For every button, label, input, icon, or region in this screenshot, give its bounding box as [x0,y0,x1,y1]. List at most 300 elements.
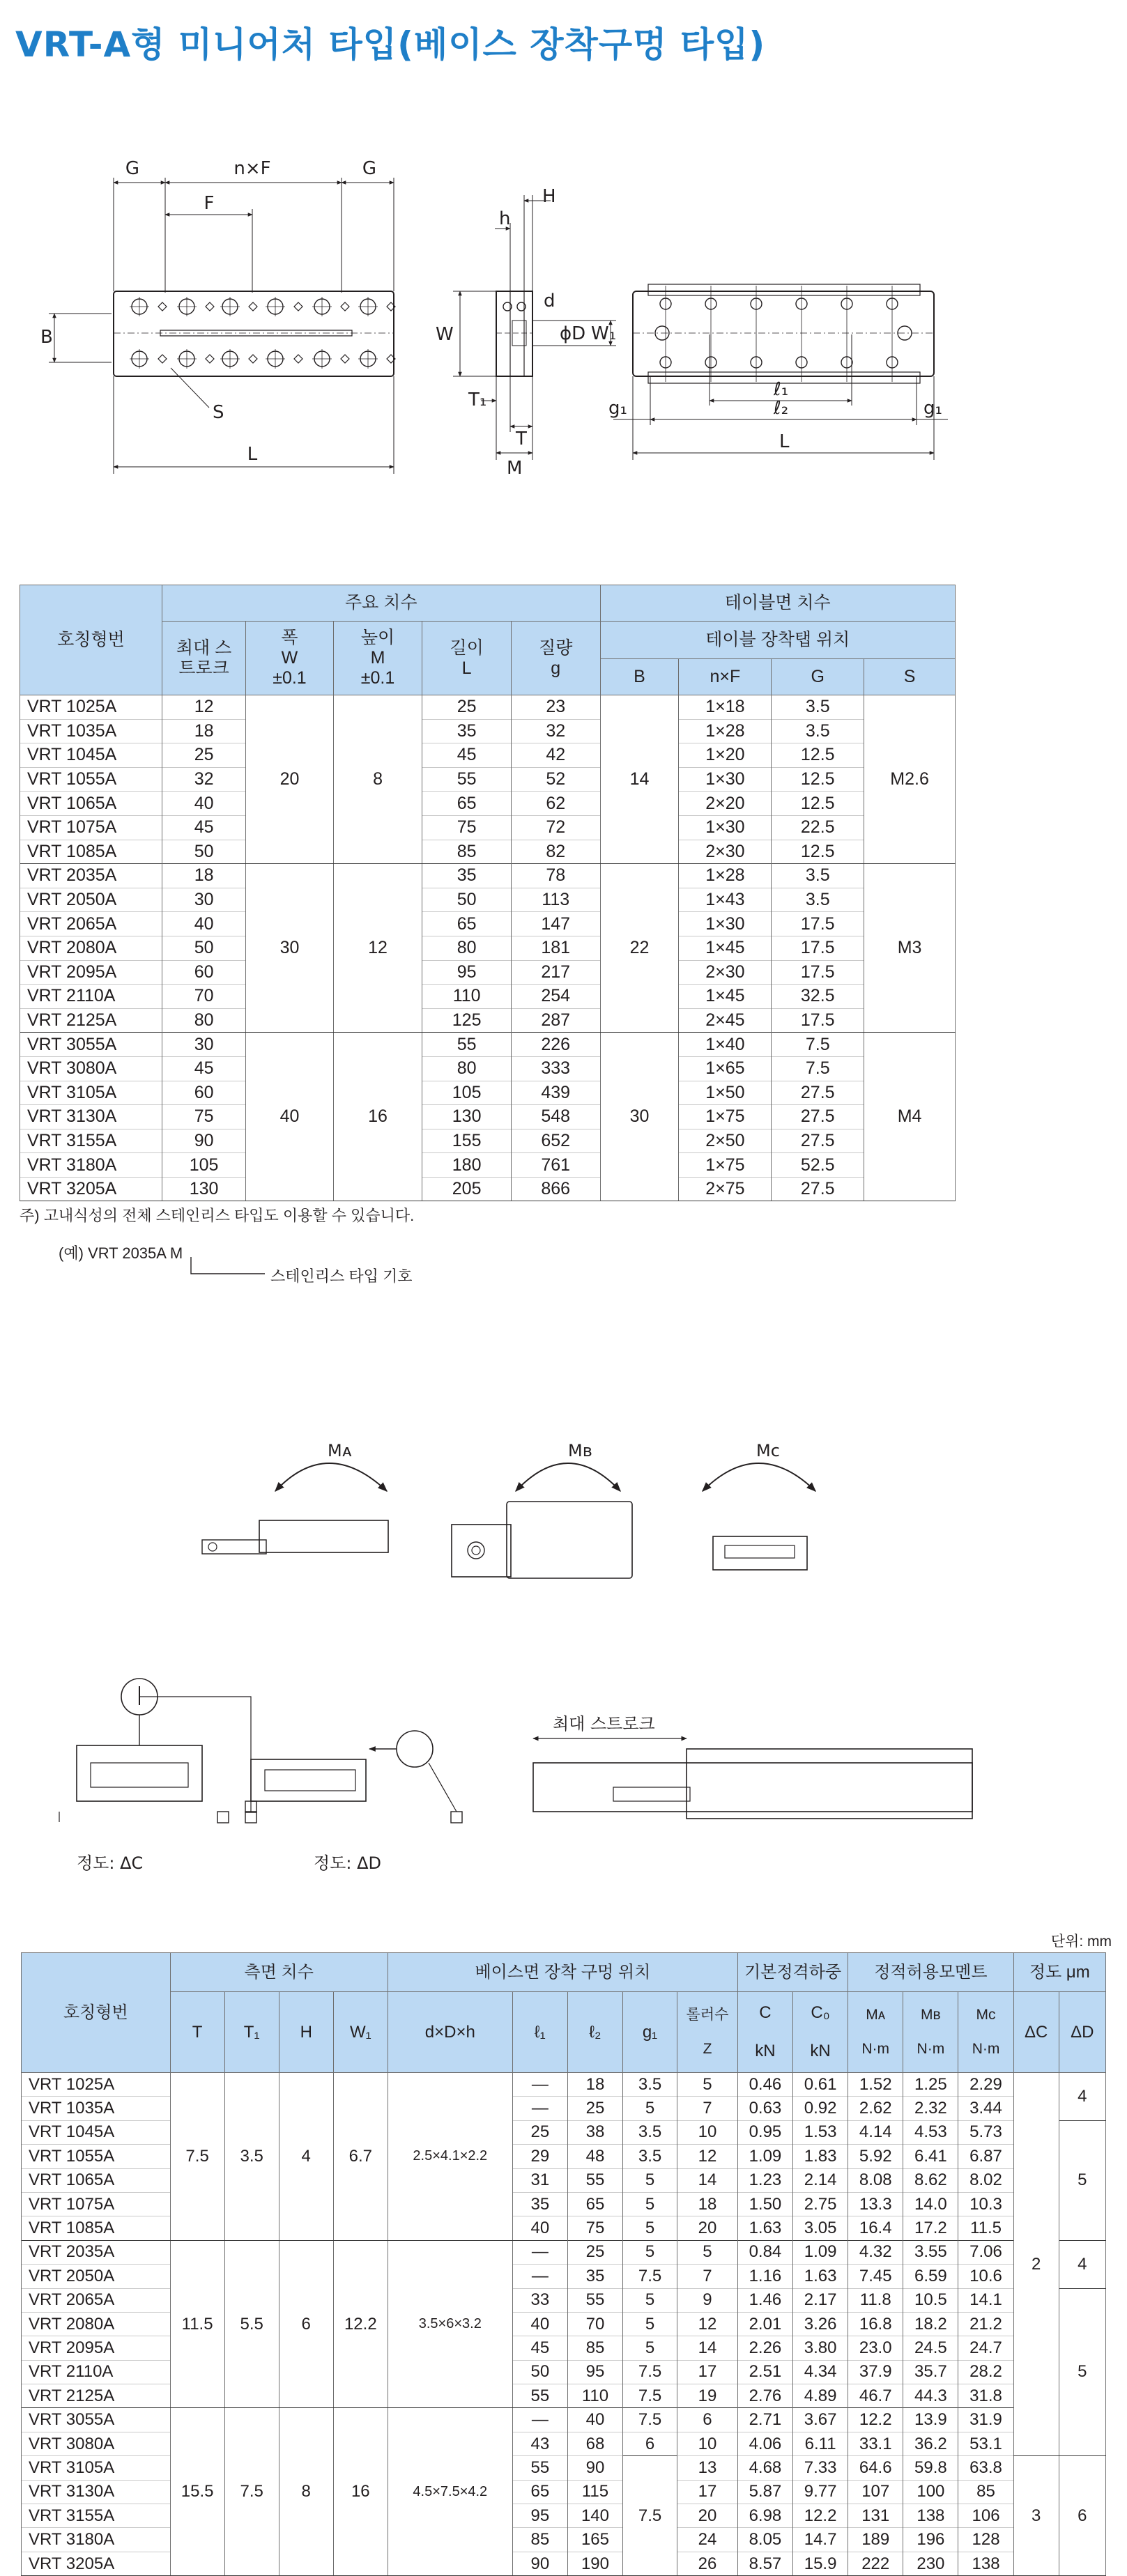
nf-cell: 1×75 [679,1105,772,1129]
ma-cell: 16.8 [848,2312,903,2336]
nf-cell: 1×45 [679,985,772,1009]
model-cell: VRT 1075A [22,2192,171,2216]
mass-cell: 62 [511,792,600,816]
mc-cell: 3.44 [958,2097,1013,2120]
col2-l2-header: ℓ₂ [567,1992,622,2073]
model-cell: VRT 3205A [22,2552,171,2575]
l2-cell: 68 [567,2432,622,2455]
dd-cell: 4 [1059,2240,1105,2288]
nf-cell: 2×75 [679,1177,772,1201]
col2-h-header: H [279,1992,333,2073]
nf-cell: 1×30 [679,815,772,840]
ma-cell: 64.6 [848,2456,903,2480]
g-cell: 17.5 [772,960,864,985]
s-cell: M2.6 [864,695,956,864]
model-cell: VRT 1045A [20,743,162,768]
l1-cell: — [512,2408,567,2432]
c0-cell: 2.75 [793,2192,848,2216]
length-cell: 130 [422,1105,512,1129]
dimension-drawings [0,139,1127,641]
mc-cell: 24.7 [958,2336,1013,2360]
mc-cell: 138 [958,2552,1013,2575]
ma-cell: 37.9 [848,2360,903,2384]
table-row [22,2240,1106,2264]
nf-cell: 1×20 [679,743,772,768]
l1-cell: 29 [512,2145,567,2168]
stroke-cell: 18 [162,864,245,888]
static-moment-header: 정적허용모멘트 [848,1953,1013,1992]
l1-cell: 31 [512,2168,567,2192]
c0-cell: 9.77 [793,2480,848,2504]
z-cell: 17 [677,2360,738,2384]
mass-cell: 548 [511,1105,600,1129]
col-mass-header: 질량 g [511,622,600,695]
mc-cell: 8.02 [958,2168,1013,2192]
label-t1: T₁ [468,390,487,410]
width-cell: 40 [246,1033,334,1201]
col2-z-header: 롤러수 Z [677,1992,738,2073]
model-cell: VRT 3130A [22,2480,171,2504]
z-cell: 7 [677,2097,738,2120]
label-h: H [542,186,556,207]
length-cell: 35 [422,864,512,888]
nf-cell: 2×30 [679,960,772,985]
t-cell: 7.5 [170,2073,224,2241]
mc-cell: 53.1 [958,2432,1013,2455]
length-cell: 125 [422,1008,512,1033]
g1-cell: 5 [623,2336,677,2360]
t1-cell: 3.5 [224,2073,279,2241]
z-cell: 24 [677,2528,738,2552]
stroke-cell: 60 [162,960,245,985]
c0-cell: 0.92 [793,2097,848,2120]
col2-dd-header: ΔD [1059,1992,1105,2073]
model-cell: VRT 1085A [22,2216,171,2240]
g1-cell: 5 [623,2097,677,2120]
ma-cell: 7.45 [848,2265,903,2288]
width-cell: 20 [246,695,334,864]
table-row [20,1081,956,1105]
b-cell: 14 [600,695,679,864]
mb-cell: 14.0 [903,2192,958,2216]
mc-cell: 63.8 [958,2456,1013,2480]
g-cell: 32.5 [772,985,864,1009]
label-nf: n×F [233,158,271,179]
c-cell: 1.23 [737,2168,792,2192]
model-cell: VRT 3105A [22,2456,171,2480]
stroke-cell: 40 [162,792,245,816]
model-cell: VRT 1025A [20,695,162,720]
h-cell: 8 [279,2408,333,2576]
mass-cell: 147 [511,912,600,936]
stroke-cell: 50 [162,936,245,960]
mb-cell: 8.62 [903,2168,958,2192]
length-cell: 180 [422,1153,512,1178]
c-cell: 2.51 [737,2360,792,2384]
label-f: F [204,193,215,214]
g-cell: 3.5 [772,888,864,912]
c-cell: 0.84 [737,2240,792,2264]
z-cell: 14 [677,2168,738,2192]
table-pos-header: 테이블 장착탭 위치 [600,622,955,659]
table-row [20,985,956,1009]
ma-cell: 11.8 [848,2288,903,2312]
label-m: M [507,458,523,479]
label-l-right: L [779,431,790,452]
table-row [20,936,956,960]
l2-cell: 48 [567,2145,622,2168]
model-cell: VRT 1045A [22,2120,171,2144]
mb-cell: 100 [903,2480,958,2504]
g-cell: 22.5 [772,815,864,840]
col2-dc-header: ΔC [1013,1992,1059,2073]
c0-cell: 2.17 [793,2288,848,2312]
mass-cell: 72 [511,815,600,840]
l1-cell: 40 [512,2216,567,2240]
ddh-cell: 4.5×7.5×4.2 [388,2408,512,2576]
model-cell: VRT 2080A [20,936,162,960]
g-cell: 12.5 [772,767,864,792]
g1-cell: 7.5 [623,2384,677,2408]
dc-cell: 2 [1013,2073,1059,2456]
c-cell: 2.01 [737,2312,792,2336]
col-length-header: 길이 L [422,622,512,695]
g-cell: 17.5 [772,936,864,960]
l2-cell: 75 [567,2216,622,2240]
nf-cell: 1×28 [679,864,772,888]
g1-cell: 5 [623,2240,677,2264]
g-cell: 12.5 [772,743,864,768]
mounting-rating-table [21,1952,1106,2576]
l2-cell: 165 [567,2528,622,2552]
g1-cell: 7.5 [623,2456,677,2576]
moment-drawings [0,1407,1127,1873]
label-h-small: h [499,208,511,229]
label-mb: Mʙ [568,1441,592,1460]
stroke-cell: 18 [162,719,245,743]
label-s: S [213,402,224,423]
page-title: VRT-A형 미니어처 타입(베이스 장착구멍 타입) [15,24,766,65]
mass-cell: 217 [511,960,600,985]
l1-cell: 25 [512,2120,567,2144]
g1-cell: 3.5 [623,2120,677,2144]
l1-cell: 40 [512,2312,567,2336]
table-row [20,1129,956,1153]
length-cell: 80 [422,936,512,960]
mc-cell: 10.3 [958,2192,1013,2216]
c-cell: 8.57 [737,2552,792,2575]
nf-cell: 1×75 [679,1153,772,1178]
l2-cell: 65 [567,2192,622,2216]
c-cell: 1.46 [737,2288,792,2312]
mc-cell: 28.2 [958,2360,1013,2384]
dc-cell: 3 [1013,2456,1059,2576]
length-cell: 50 [422,888,512,912]
l1-cell: 85 [512,2528,567,2552]
l2-cell: 85 [567,2336,622,2360]
c0-cell: 1.83 [793,2145,848,2168]
mc-cell: 5.73 [958,2120,1013,2144]
basic-rating-header: 기본정격하중 [737,1953,848,1992]
table-row [22,2408,1106,2432]
table-row [20,1177,956,1201]
length-cell: 205 [422,1177,512,1201]
col2-mb-header: Mʙ N·m [903,1992,958,2073]
nf-cell: 1×45 [679,936,772,960]
col2-c0-header: C₀ kN [793,1992,848,2073]
model-cell: VRT 3080A [20,1056,162,1081]
mb-cell: 13.9 [903,2408,958,2432]
table-row [20,1153,956,1178]
length-cell: 65 [422,792,512,816]
c-cell: 2.76 [737,2384,792,2408]
dd-cell: 5 [1059,2288,1105,2456]
mass-cell: 23 [511,695,600,720]
col-nf-header: n×F [679,659,772,695]
label-l2: ℓ₂ [774,398,789,419]
w1-cell: 6.7 [333,2073,388,2241]
l2-cell: 95 [567,2360,622,2384]
table-row [20,743,956,768]
mass-cell: 226 [511,1033,600,1057]
model-cell: VRT 2110A [20,985,162,1009]
label-max-stroke: 최대 스트로크 [553,1714,655,1734]
mb-cell: 230 [903,2552,958,2575]
c-cell: 2.26 [737,2336,792,2360]
length-cell: 65 [422,912,512,936]
length-cell: 55 [422,767,512,792]
c-cell: 6.98 [737,2504,792,2528]
model-cell: VRT 2050A [22,2265,171,2288]
g-cell: 7.5 [772,1033,864,1057]
base-pos-header: 베이스면 장착 구멍 위치 [388,1953,737,1992]
ddh-cell: 3.5×6×3.2 [388,2240,512,2408]
label-accuracy-c: 정도: ΔC [77,1853,144,1873]
mb-cell: 36.2 [903,2432,958,2455]
mass-cell: 78 [511,864,600,888]
model-cell: VRT 1025A [22,2073,171,2097]
height-cell: 8 [333,695,422,864]
g-cell: 27.5 [772,1177,864,1201]
ma-cell: 5.92 [848,2145,903,2168]
l1-cell: — [512,2265,567,2288]
c0-cell: 3.67 [793,2408,848,2432]
b-cell: 30 [600,1033,679,1201]
t-cell: 15.5 [170,2408,224,2576]
l2-cell: 35 [567,2265,622,2288]
table-face-header: 테이블면 치수 [600,585,955,622]
col2-mc-header: Mᴄ N·m [958,1992,1013,2073]
nf-cell: 1×30 [679,767,772,792]
l2-cell: 55 [567,2288,622,2312]
c0-cell: 7.33 [793,2456,848,2480]
model-cell: VRT 3180A [22,2528,171,2552]
mc-cell: 7.06 [958,2240,1013,2264]
ma-cell: 107 [848,2480,903,2504]
t-cell: 11.5 [170,2240,224,2408]
l2-cell: 70 [567,2312,622,2336]
z-cell: 7 [677,2265,738,2288]
l1-cell: 50 [512,2360,567,2384]
label-accuracy-d: 정도: ΔD [314,1853,381,1873]
mc-cell: 128 [958,2528,1013,2552]
table-row [22,2073,1106,2097]
stroke-cell: 30 [162,888,245,912]
nf-cell: 1×28 [679,719,772,743]
c0-cell: 12.2 [793,2504,848,2528]
c-cell: 5.87 [737,2480,792,2504]
mc-cell: 6.87 [958,2145,1013,2168]
g-cell: 7.5 [772,1056,864,1081]
ma-cell: 2.62 [848,2097,903,2120]
w1-cell: 12.2 [333,2240,388,2408]
l2-cell: 140 [567,2504,622,2528]
col2-model-header: 호칭형번 [22,1953,171,2073]
dd-cell: 5 [1059,2120,1105,2240]
h-cell: 4 [279,2073,333,2241]
g1-cell: 6 [623,2432,677,2455]
z-cell: 6 [677,2408,738,2432]
col2-g1-header: g₁ [623,1992,677,2073]
c-cell: 2.71 [737,2408,792,2432]
l1-cell: — [512,2073,567,2097]
z-cell: 19 [677,2384,738,2408]
ma-cell: 12.2 [848,2408,903,2432]
length-cell: 80 [422,1056,512,1081]
model-cell: VRT 3055A [22,2408,171,2432]
model-cell: VRT 1075A [20,815,162,840]
width-cell: 30 [246,864,334,1033]
z-cell: 12 [677,2312,738,2336]
mass-cell: 287 [511,1008,600,1033]
example-code: (예) VRT 2035A M [59,1244,183,1262]
model-cell: VRT 1055A [20,767,162,792]
mass-cell: 254 [511,985,600,1009]
z-cell: 10 [677,2120,738,2144]
col2-ma-header: Mᴀ N·m [848,1992,903,2073]
mc-cell: 31.8 [958,2384,1013,2408]
length-cell: 45 [422,743,512,768]
g-cell: 12.5 [772,840,864,864]
model-cell: VRT 2095A [20,960,162,985]
col2-w1-header: W₁ [333,1992,388,2073]
unit-label: 단위: mm [1050,1934,1112,1950]
nf-cell: 1×50 [679,1081,772,1105]
length-cell: 155 [422,1129,512,1153]
l1-cell: 33 [512,2288,567,2312]
l1-cell: 55 [512,2456,567,2480]
c0-cell: 2.14 [793,2168,848,2192]
length-cell: 55 [422,1033,512,1057]
mass-cell: 181 [511,936,600,960]
mc-cell: 11.5 [958,2216,1013,2240]
l2-cell: 110 [567,2384,622,2408]
model-cell: VRT 2050A [20,888,162,912]
c0-cell: 0.61 [793,2073,848,2097]
mb-cell: 24.5 [903,2336,958,2360]
c0-cell: 1.63 [793,2265,848,2288]
nf-cell: 2×30 [679,840,772,864]
g1-cell: 7.5 [623,2408,677,2432]
stroke-cell: 130 [162,1177,245,1201]
model-cell: VRT 2080A [22,2312,171,2336]
main-dimension-table [20,585,956,1201]
example-suffix: 스테인리스 타입 기호 [270,1267,413,1285]
g-cell: 17.5 [772,912,864,936]
table-row [20,912,956,936]
model-cell: VRT 3205A [20,1177,162,1201]
c-cell: 8.05 [737,2528,792,2552]
mb-cell: 17.2 [903,2216,958,2240]
stroke-cell: 32 [162,767,245,792]
col-width-header: 폭 W ±0.1 [246,622,334,695]
c0-cell: 3.26 [793,2312,848,2336]
g1-cell: 5 [623,2288,677,2312]
c-cell: 0.46 [737,2073,792,2097]
stroke-cell: 45 [162,815,245,840]
ddh-cell: 2.5×4.1×2.2 [388,2073,512,2241]
mass-cell: 113 [511,888,600,912]
c-cell: 1.50 [737,2192,792,2216]
label-w1: W₁ [591,323,617,344]
g1-cell: 5 [623,2168,677,2192]
col2-t-header: T [170,1992,224,2073]
label-mc: Mᴄ [756,1441,780,1460]
g-cell: 17.5 [772,1008,864,1033]
mass-cell: 42 [511,743,600,768]
ma-cell: 131 [848,2504,903,2528]
mc-cell: 21.2 [958,2312,1013,2336]
side-dim-header: 측면 치수 [170,1953,388,1992]
model-cell: VRT 3155A [20,1129,162,1153]
c0-cell: 3.80 [793,2336,848,2360]
col2-c-header: C kN [737,1992,792,2073]
c-cell: 1.16 [737,2265,792,2288]
z-cell: 5 [677,2240,738,2264]
mc-cell: 106 [958,2504,1013,2528]
model-cell: VRT 2065A [22,2288,171,2312]
mb-cell: 1.25 [903,2073,958,2097]
c-cell: 1.63 [737,2216,792,2240]
ma-cell: 33.1 [848,2432,903,2455]
l2-cell: 90 [567,2456,622,2480]
g-cell: 3.5 [772,864,864,888]
mass-cell: 439 [511,1081,600,1105]
stroke-cell: 75 [162,1105,245,1129]
height-cell: 16 [333,1033,422,1201]
nf-cell: 2×45 [679,1008,772,1033]
ma-cell: 189 [848,2528,903,2552]
mass-cell: 761 [511,1153,600,1178]
stroke-cell: 30 [162,1033,245,1057]
l1-cell: 55 [512,2384,567,2408]
mb-cell: 6.59 [903,2265,958,2288]
c-cell: 4.06 [737,2432,792,2455]
table-row [20,719,956,743]
c0-cell: 4.34 [793,2360,848,2384]
model-cell: VRT 3130A [20,1105,162,1129]
z-cell: 9 [677,2288,738,2312]
stroke-cell: 40 [162,912,245,936]
dd-cell: 4 [1059,2073,1105,2121]
model-cell: VRT 1035A [20,719,162,743]
z-cell: 12 [677,2145,738,2168]
table-row [20,1105,956,1129]
model-cell: VRT 1065A [20,792,162,816]
label-l1: ℓ₁ [774,379,789,400]
l2-cell: 25 [567,2240,622,2264]
ma-cell: 222 [848,2552,903,2575]
